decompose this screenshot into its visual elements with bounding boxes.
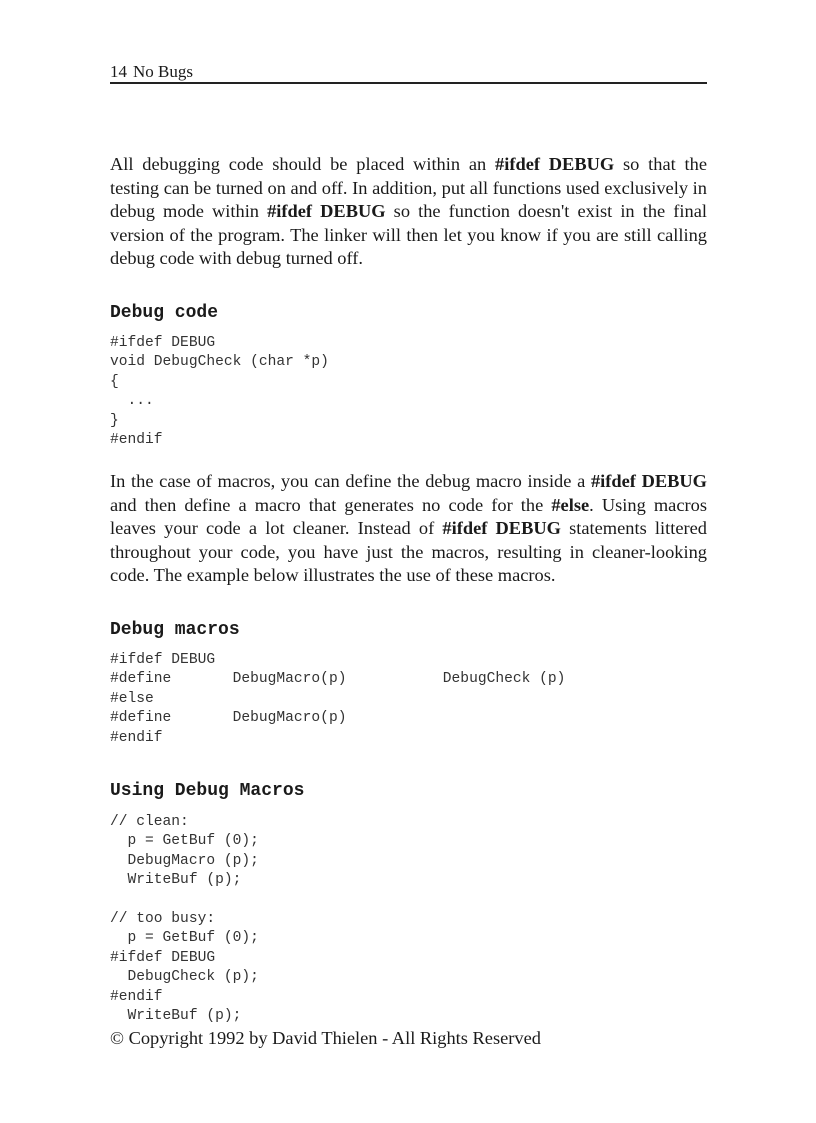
code-block-using-debug-macros (110, 813, 259, 1026)
section-heading-debug-macros: Debug macros (110, 620, 240, 640)
code-line: p = GetBuf (0); (110, 930, 259, 947)
code-line: #define DebugMacro(p) DebugCheck (p) (110, 671, 566, 688)
chapter-title: No Bugs (133, 62, 193, 81)
copyright-footer: © Copyright 1992 by David Thielen - All Rights Reserved (110, 1028, 541, 1048)
code-block-debug-macros (110, 651, 565, 748)
code-line: #endif (110, 988, 163, 1005)
paragraph-debug-code-intro: All debugging code should be placed within an #ifdef DEBUG so that the testing can be turned on and off. In addition, put all functions used exclusively in debug mode within #ifdef DEBUG so the function doesn't exist in the final version of the program. The linker will then let you know if you are still calling debug code with debug turned off. (110, 154, 707, 268)
code-line: #define DebugMacro(p) (110, 710, 347, 727)
code-line (110, 891, 259, 910)
section-heading-using-debug-macros: Using Debug Macros (110, 781, 305, 801)
code-block-debug-code (110, 334, 329, 450)
code-line: #ifdef DEBUG (110, 652, 216, 668)
code-line: } (110, 412, 119, 429)
code-line: // clean: (110, 814, 189, 830)
page-header (110, 62, 707, 84)
code-line: ... (110, 393, 154, 410)
code-line: { (110, 373, 119, 390)
code-line: #ifdef DEBUG (110, 335, 216, 351)
section-heading-debug-code: Debug code (110, 303, 219, 323)
paragraph-macros-intro: In the case of macros, you can define the debug macro inside a #ifdef DEBUG and then define a macro that generates no code for the #else. Using macros leaves your code a lot cleaner. Instead of #ifdef DEBUG statements littered throughout your code, you have just the macros, resulting in cleaner-looking code. The example below illustrates the use of these macros. (110, 471, 707, 585)
code-line: // too busy: (110, 910, 216, 927)
code-line: #endif (110, 729, 163, 746)
code-line: #else (110, 690, 154, 707)
code-line: DebugCheck (p); (110, 969, 259, 986)
code-line: DebugMacro (p); (110, 852, 259, 869)
code-line: WriteBuf (p); (110, 872, 242, 889)
code-line: #ifdef DEBUG (110, 949, 216, 966)
code-line: WriteBuf (p); (110, 1007, 242, 1024)
page-number: 14 (110, 62, 127, 81)
code-line: void DebugCheck (char *p) (110, 354, 329, 371)
code-line: #endif (110, 431, 163, 448)
code-line: p = GetBuf (0); (110, 833, 259, 850)
